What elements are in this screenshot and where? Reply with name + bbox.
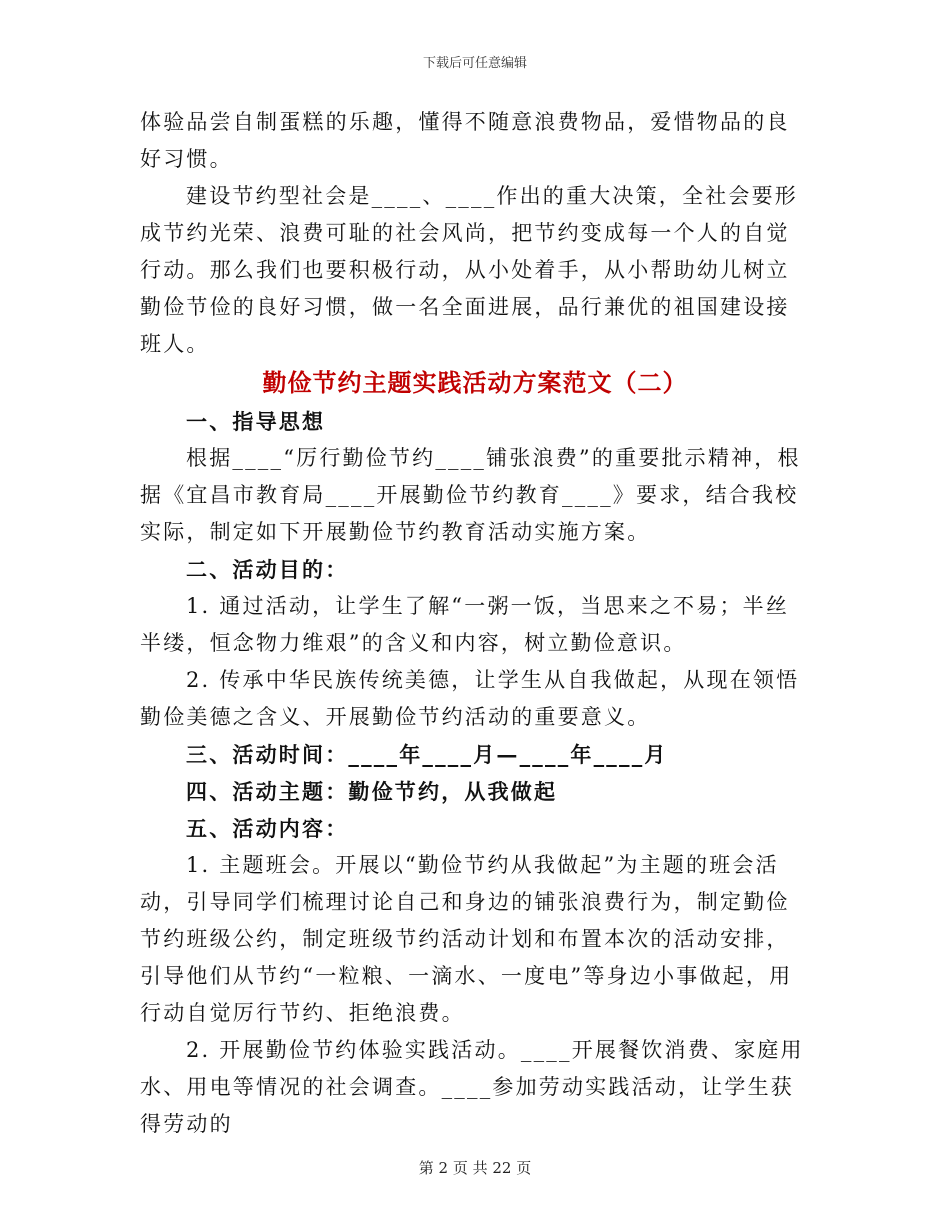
heading-content: 五、活动内容： — [186, 816, 349, 841]
page-footer: 第 2 页 共 22 页 — [418, 1159, 532, 1177]
document-body — [140, 104, 810, 1143]
heading-theme: 四、活动主题：勤俭节约，从我做起 — [186, 779, 558, 804]
paragraph-continuation: 体验品尝自制蛋糕的乐趣，懂得不随意浪费物品，爱惜物品的良好习惯。 — [140, 110, 790, 171]
paragraph-intro: 建设节约型社会是____、____作出的重大决策，全社会要形成节约光荣、浪费可耻的社会风尚，把节约变成每一个人的自觉行动。那么我们也要积极行动，从小处着手，从小帮助幼儿树立勤俭节俭的良好习惯，做一名全面进展，品行兼优的祖国建设接班人。 — [140, 184, 798, 356]
page-header: 下载后可任意编辑 — [422, 56, 527, 71]
content-item-1: 1. 主题班会。开展以“勤俭节约从我做起”为主题的班会活动，引导同学们梳理讨论自己和身边的铺张浪费行为，制定勤俭节约班级公约，制定班级节约活动计划和布置本次的活动安排，引导他们从节约“一粒粮、一滴水、一度电”等身边小事做起，用行动自觉厉行节约、拒绝浪费。 — [140, 853, 793, 1025]
section-title: 勤俭节约主题实践活动方案范文（二） — [262, 368, 688, 397]
heading-purpose: 二、活动目的： — [186, 557, 349, 582]
heading-guiding-thought: 一、指导思想 — [186, 409, 326, 434]
content-item-2: 2. 开展勤俭节约体验实践活动。____开展餐饮消费、家庭用水、用电等情况的社会调查。____参加劳动实践活动，让学生获得劳动的 — [140, 1038, 804, 1136]
purpose-item-1: 1. 通过活动，让学生了解“一粥一饭，当思来之不易；半丝半缕，恒念物力维艰”的含义和内容，树立勤俭意识。 — [140, 594, 790, 655]
paragraph-guiding-thought: 根据____“厉行勤俭节约____铺张浪费”的重要批示精神，根据《宜昌市教育局____开展勤俭节约教育____》要求，结合我校实际，制定如下开展勤俭节约教育活动实施方案。 — [140, 446, 801, 544]
purpose-item-2: 2. 传承中华民族传统美德，让学生从自我做起，从现在领悟勤俭美德之含义、开展勤俭节约活动的重要意义。 — [140, 668, 800, 729]
heading-time: 三、活动时间：____年____月—____年____月 — [186, 742, 668, 767]
